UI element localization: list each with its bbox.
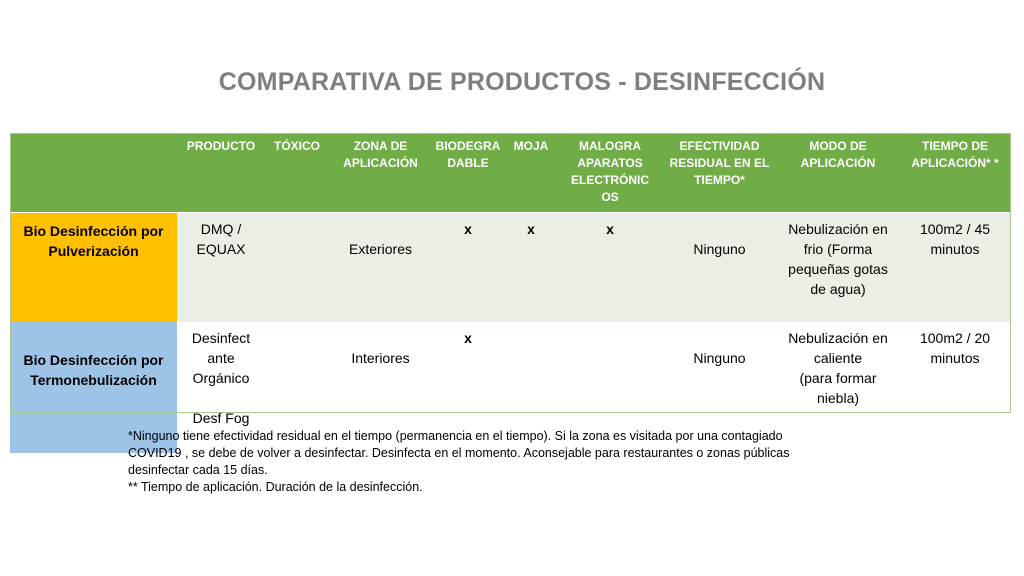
header-row — [10, 133, 1011, 213]
footnotes — [128, 428, 878, 496]
footnote-1-line3: desinfectar cada 15 días. — [128, 463, 268, 477]
header-empty — [10, 133, 177, 213]
cell-zona: Exteriores — [329, 213, 432, 323]
cell-modo-line2: (para formar niebla) — [799, 370, 877, 406]
header-toxico: TÓXICO — [265, 133, 329, 213]
cell-toxico — [265, 213, 329, 323]
row-label: Bio Desinfección por Termonebulización — [10, 322, 177, 453]
cell-efectividad: Ninguno — [662, 213, 777, 323]
header-efectividad: EFECTIVIDAD RESIDUAL EN EL TIEMPO* — [662, 133, 777, 213]
header-moja: MOJA — [504, 133, 558, 213]
cell-zona: Interiores — [329, 322, 432, 453]
comparison-table — [10, 133, 1011, 453]
cell-malogra: x — [558, 213, 662, 323]
header-tiempo: TIEMPO DE APLICACIÓN* * — [899, 133, 1011, 213]
header-zona: ZONA DE APLICACIÓN — [329, 133, 432, 213]
header-biodegradable: BIODEGRA DABLE — [432, 133, 504, 213]
cell-biodegradable: x — [432, 213, 504, 323]
footnote-1-line2: COVID19 , se debe de volver a desinfectar. Desinfecta en el momento. Aconsejable para restaurantes o zonas públicas — [128, 446, 790, 460]
row-label: Bio Desinfección por Pulverización — [10, 213, 177, 323]
cell-modo: Nebulización en frio (Forma pequeñas gotas de agua) — [777, 213, 899, 323]
cell-modo-line1: Nebulización en caliente — [788, 330, 888, 366]
cell-producto: DMQ / EQUAX — [177, 213, 265, 323]
cell-producto-name: Desinfect ante Orgánico — [191, 330, 251, 386]
cell-tiempo: 100m2 / 45 minutos — [899, 213, 1011, 323]
cell-producto-extra: Desf Fog — [192, 410, 250, 426]
cell-moja: x — [504, 213, 558, 323]
cell-tiempo: 100m2 / 20 minutos — [899, 322, 1011, 453]
header-producto: PRODUCTO — [177, 133, 265, 213]
header-modo: MODO DE APLICACIÓN — [777, 133, 899, 213]
table-row — [10, 213, 1011, 323]
cell-efectividad: Ninguno — [662, 322, 777, 453]
footnote-1-line1: *Ninguno tiene efectividad residual en el tiempo (permanencia en el tiempo). Si la zona es visitada por una contagiado — [128, 429, 783, 443]
header-malogra: MALOGRA APARATOS ELECTRÓNIC OS — [558, 133, 662, 213]
footnote-2: ** Tiempo de aplicación. Duración de la desinfección. — [128, 480, 423, 494]
cell-biodegradable: x — [432, 322, 504, 453]
slide-title: COMPARATIVA DE PRODUCTOS - DESINFECCIÓN — [218, 68, 826, 96]
